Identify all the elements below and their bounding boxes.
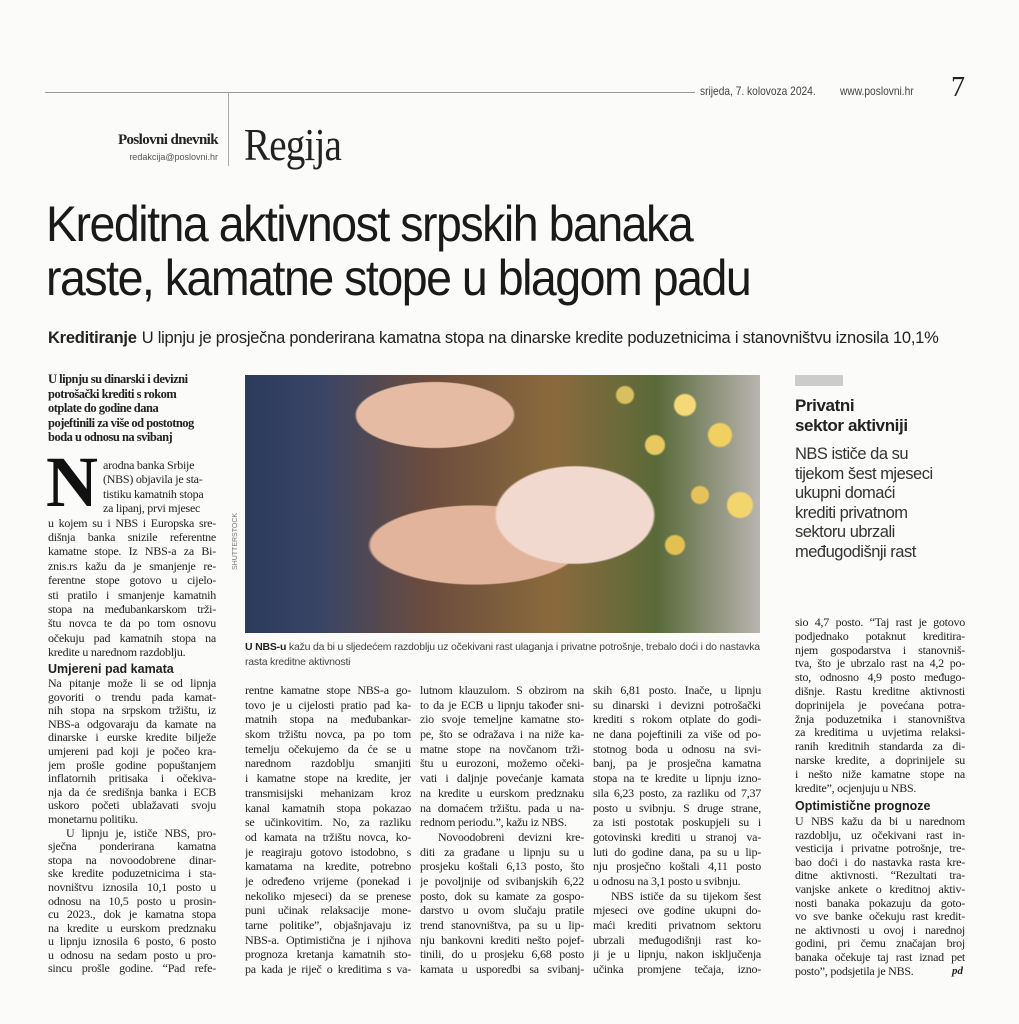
article-text-line: Na pitanje može li se od lipnja — [48, 677, 216, 690]
editorial-email[interactable]: redakcija@poslovni.hr — [129, 152, 218, 162]
article-text-line: monetarnu politiku. — [48, 812, 138, 826]
article-text-line: od kamata na tržištu novca, ko- — [245, 829, 411, 844]
article-text-line: sti pratilo i smanjenje kamatnih — [48, 587, 216, 602]
article-text-line: sio 4,7 posto. “Taj rast je gotovo — [795, 616, 965, 629]
sidebar-title — [795, 396, 908, 436]
sidebar-title-line: Privatni — [795, 396, 855, 415]
article-text-line: dinarske i eurske kredite bilježe — [48, 731, 216, 745]
subheadline — [48, 329, 939, 348]
article-text-line: krediti s rokom otplate do godi- — [593, 712, 761, 727]
article-text-line: dišnje. Rastu kreditne aktivnosti — [795, 684, 965, 698]
column-2 — [245, 683, 411, 977]
article-text-line: kamata u usporedbi sa svibanj- — [420, 962, 584, 977]
article-text-line: darstvo u ovom slučaju pratile — [420, 903, 584, 918]
article-text-line: nekoliko mjeseci) da se prenese — [245, 888, 411, 903]
article-text-line: žnja poduzetnika i stanovništva — [795, 712, 965, 726]
article-text-line: znis.rs kažu da je smanjenje re- — [48, 558, 216, 573]
article-text-line: sincu prošle godine. “Pad refe- — [48, 962, 216, 976]
article-text-line: narske kredite, a doprinijele su — [795, 753, 965, 767]
article-text-line: ske kredite poduzetnicima i sta- — [48, 867, 216, 881]
article-text-line: to da je ECB u lipnju također sni- — [420, 697, 584, 712]
issue-date: srijeda, 7. kolovoza 2024. — [700, 84, 816, 98]
article-text-line: jem prošle godine popuštanjem — [48, 758, 216, 772]
article-text-line: razdoblju, uz očekivani rast in- — [795, 828, 965, 842]
column-1-dropcap-lines — [103, 458, 216, 516]
article-text-line: prognoza kretanja kamatnih sto- — [245, 947, 411, 962]
article-text-line: temelju očekujemo da će se u — [245, 741, 411, 756]
article-text-line: za kreditima u uvjetima relaksi- — [795, 726, 965, 740]
article-text-line: posto”, podsjetila je NBS. — [795, 964, 914, 978]
article-text-line: kredite”, ocjenjuju u NBS. — [795, 781, 917, 795]
article-text-line: na kredite u eurskom predznaku — [48, 921, 216, 935]
column-5-bottom — [795, 815, 965, 978]
header-divider — [228, 92, 229, 166]
article-lead — [48, 372, 226, 445]
article-text-line: nih stopa na srpskom tržištu, iz — [48, 704, 216, 718]
article-text-line: skom tržištu novca, pa po tom — [245, 727, 411, 742]
column-1-intro — [48, 516, 216, 660]
article-text-line: stopa na te kredite u lipnju izno- — [593, 771, 761, 786]
article-text-line: uskoro početi ublažavati svoju — [48, 799, 216, 813]
article-text-line: doprinijela je povećana potra- — [795, 698, 965, 712]
website-link[interactable]: www.poslovni.hr — [840, 84, 914, 98]
article-text-line: inflatornih pritisaka i očekiva- — [48, 772, 216, 786]
sidebar-accent-bar — [795, 375, 843, 386]
article-text-line: dišnja banka snizile referentne — [48, 529, 216, 544]
column-5-top — [795, 616, 965, 795]
article-text-line: njem gospodarstva i stanovniš- — [795, 643, 965, 657]
article-text-line: stotnog boda u odnosu na svi- — [593, 741, 761, 756]
article-text-line: u odnosu na 3,1 posto u svibnju. — [593, 873, 741, 888]
subheadline-kicker: Kreditiranje — [48, 329, 137, 347]
article-text-line: diti za građane u lipnju su u — [420, 844, 584, 859]
article-text-line: bao doći i do nastavka rasta kre- — [795, 855, 965, 869]
article-text-line: govoriti o trendu pada kamat- — [48, 690, 216, 704]
sidebar-text-line: krediti privatnom — [795, 503, 908, 522]
article-text-line: sto, odnosno 4,9 posto međugo- — [795, 671, 965, 685]
publication-name: Poslovni dnevnik — [117, 132, 218, 148]
article-text-line: ditne aktivnosti. “Rezultati tra- — [795, 869, 965, 883]
article-photo-money-hands — [245, 375, 760, 633]
article-text-line: sila 6,23 posto, za razliku od 7,37 — [593, 785, 761, 800]
article-text-line: ne aktivnosti u ovoj i narednoj — [795, 923, 965, 937]
article-text-line: nju prosječno koštali 4,11 posto — [593, 859, 761, 874]
caption-text: kažu da bi u sljedećem razdoblju uz očekivani rast ulaganja i privatne potrošnje, trebalo doći i do nastavka rasta kreditne aktivnosti — [245, 641, 760, 668]
article-text-line: očekuju pad kamatnih stopa na — [48, 630, 216, 645]
header-rule — [45, 92, 695, 93]
article-text-line: stopa na novoodobrene dinar- — [48, 853, 216, 867]
drop-cap: N — [46, 442, 98, 522]
article-text-line: banj, pa je prosječna kamatna — [593, 756, 761, 771]
section-title: Regija — [244, 119, 341, 170]
article-text-line: luti do godine dana, pa su u lip- — [593, 844, 761, 859]
caption-bold: U NBS-u — [245, 641, 287, 653]
article-text-line: gotovinski krediti u stranoj va- — [593, 829, 761, 844]
article-text-line: se učinkovitim. No, za razliku — [245, 815, 411, 830]
article-text-line: u lipnju iznosila 6 posto, 6 posto — [48, 935, 216, 949]
article-text-line: mjeseci ove godine ukupni do- — [593, 903, 761, 918]
article-text-line: arodna banka Srbije — [103, 458, 195, 472]
article-text-line: cu 2023., dok je kamatna stopa — [48, 908, 216, 922]
article-text-line: U NBS kažu da bi u narednom — [795, 815, 965, 828]
article-text-line: puni učinak relaksacije mone- — [245, 903, 411, 918]
lead-line: otplate do godine dana — [48, 401, 159, 415]
article-text-line: lutnom klauzulom. S obzirom na — [420, 683, 584, 697]
article-text-line: u kojem su i NBS i Europska sre- — [48, 515, 216, 530]
article-text-line: i nešto niže kamatne stope na — [795, 767, 965, 781]
lead-line: pojeftinili za više od postotnog — [48, 415, 194, 430]
article-text-line: matne stope na novčanom trži- — [420, 741, 584, 756]
article-text-line: vanjske ankete o kreditnoj aktiv- — [795, 882, 965, 896]
article-text-line: skih 6,81 posto. Inače, u lipnju — [593, 683, 761, 697]
lead-line: potrošački krediti s rokom — [48, 386, 177, 401]
article-text-line: nju bankovni krediti nešto pojef- — [420, 932, 584, 947]
subheading-optimisticne-prognoze: Optimistične prognoze — [795, 799, 931, 813]
subheadline-text: U lipnju je prosječna ponderirana kamatna stopa na dinarske kredite poduzetnicima i stanovništvu iznosila 10,1% — [141, 329, 939, 347]
article-text-line: ubrzali međugodišnji rast ko- — [593, 932, 761, 947]
sidebar-text-line: međugodišnji rast — [795, 542, 916, 561]
article-text-line: ranih kreditnih standarda za di- — [795, 740, 965, 754]
article-text-line: narednom razdoblju smanjiti — [245, 756, 411, 771]
article-text-line: vati i daljnje povećanje kamata — [420, 771, 584, 786]
article-text-line: zio svoje temeljne kamatne sto- — [420, 712, 584, 727]
article-text-line: tovo je u cijelosti pratio pad ka- — [245, 697, 411, 712]
subheading-umjereni-pad: Umjereni pad kamata — [48, 662, 174, 676]
article-text-line: i kamatne stope na kredite, jer — [245, 771, 411, 786]
article-text-line: štu novca te da po tom osnovu — [48, 616, 216, 631]
article-text-line: Novoodobreni devizni kre- — [438, 829, 584, 844]
photo-credit: SHUTTERSTOCK — [232, 512, 239, 570]
article-text-line: trend stanovništva, pa su u lip- — [420, 918, 584, 932]
article-text-line: (NBS) objavila je sta- — [103, 472, 203, 487]
sidebar-text-line: NBS ističe da su — [795, 445, 909, 463]
article-text-line: štu u eurozoni, možemo očeki- — [420, 756, 584, 771]
article-text-line: NBS-a. Optimistična je i njihova — [245, 932, 411, 947]
article-text-line: banaka očekuje taj rast iznad pet — [795, 950, 965, 964]
article-text-line: na domaćem tržištu. pada u na- — [420, 800, 584, 815]
article-text-line: ferentne stope gotovo u cijelo- — [48, 573, 216, 588]
article-text-line: vo sve banke očekuju rast kredit- — [795, 910, 965, 924]
article-text-line: je određeno vrijeme (ponekad i — [245, 873, 411, 888]
author-signature: pd — [952, 965, 963, 977]
sidebar-text — [795, 445, 933, 562]
article-text-line: stopa na međubankarskom trži- — [48, 601, 216, 616]
article-text-line: za lipanj, prvi mjesec — [103, 501, 201, 516]
article-text-line: tva, što je ubrzalo rast na 4,2 po- — [795, 657, 965, 671]
article-text-line: tarne politike”, objašnjavaju iz — [245, 918, 411, 932]
article-text-line: pa kada je riječ o kreditima s va- — [245, 962, 411, 977]
headline-line-1: Kreditna aktivnost srpskih banaka — [46, 196, 693, 252]
lead-line: boda u odnosu na svibanj — [48, 430, 173, 444]
article-text-line: prosjeku koštali 6,13 posto, što — [420, 859, 584, 874]
sidebar-text-line: tijekom šest mjeseci — [795, 464, 933, 483]
article-text-line: nosti banaka pokazuju da goto- — [795, 896, 965, 910]
article-text-line: je povoljnije od svibanjskih 6,22 — [420, 873, 584, 888]
article-text-line: matnih stopa na međubankar- — [245, 712, 411, 727]
sidebar-text-line: ukupni domaći — [795, 484, 895, 502]
article-text-line: tistiku kamatnih stopa — [103, 486, 204, 501]
article-text-line: pe, što se odražava i na niže ka- — [420, 727, 584, 742]
article-text-line: NBS-a odgovaraju da kamate na — [48, 717, 216, 731]
article-text-line: maći krediti privatnom sektoru — [593, 918, 761, 932]
article-text-line: su dinarski i devizni potrošački — [593, 697, 761, 712]
article-text-line: vesticija i privatne potrošnje, tre- — [795, 842, 965, 856]
page-number: 7 — [951, 72, 965, 103]
article-text-line: kanal kamatnih stopa pokazao — [245, 800, 411, 815]
sidebar-title-line: sektor aktivniji — [795, 416, 908, 435]
article-text-line: sječna ponderirana kamatna — [48, 840, 216, 854]
article-text-line: U lipnju je, ističe NBS, pro- — [66, 826, 216, 840]
article-text-line: rednom periodu.”, kažu iz NBS. — [420, 815, 567, 830]
article-text-line: odnosu na 10,5 posto u prosin- — [48, 894, 216, 908]
column-1-body — [48, 677, 216, 976]
article-text-line: ne dana pojeftinili za više od po- — [593, 727, 761, 742]
article-text-line: kamatne stope. Iz NBS-a za Bi- — [48, 544, 216, 559]
article-text-line: je reagiraju gotovo istodobno, s — [245, 844, 411, 859]
article-text-line: učinka promjene tečaja, izno- — [593, 962, 761, 977]
article-text-line: godini, pri čemu značajan broj — [795, 937, 965, 951]
article-text-line: umjereni pad koji je počeo kra- — [48, 744, 216, 758]
article-text-line: podjednako potaknut kreditira- — [795, 629, 965, 643]
article-text-line: posto, dok su kamate za gospo- — [420, 888, 584, 903]
article-text-line: tinili, do u prosjeku 6,68 posto — [420, 947, 584, 962]
article-text-line: kamatama na kredite, potrebno — [245, 859, 411, 874]
article-text-line: novništvu iznosila 10,1 posto u — [48, 880, 216, 894]
article-text-line: za isti postotak poskupjeli su i — [593, 815, 761, 830]
sidebar-text-line: sektoru ubrzali — [795, 523, 895, 541]
article-text-line: kredite u narednom razdoblju. — [48, 645, 186, 660]
article-text-line: NBS ističe da su tijekom šest — [611, 888, 761, 903]
headline-line-2: raste, kamatne stope u blagom padu — [46, 250, 751, 306]
lead-line: U lipnju su dinarski i devizni — [48, 372, 188, 386]
column-3 — [420, 683, 584, 977]
article-text-line: ji je u lipnju, nakon isključenja — [593, 947, 761, 962]
article-text-line: na kredite u eurskom predznaku — [420, 785, 584, 800]
article-text-line: nja da će središnja banka i ECB — [48, 785, 216, 799]
article-text-line: transmisijski mehanizam kroz — [245, 785, 411, 800]
article-text-line: u odnosu na sedam posto u pro- — [48, 948, 216, 962]
article-text-line: posto u svibnju. S druge strane, — [593, 800, 761, 815]
article-text-line: rentne kamatne stope NBS-a go- — [245, 683, 411, 697]
column-4 — [593, 683, 761, 977]
photo-caption — [245, 640, 765, 670]
